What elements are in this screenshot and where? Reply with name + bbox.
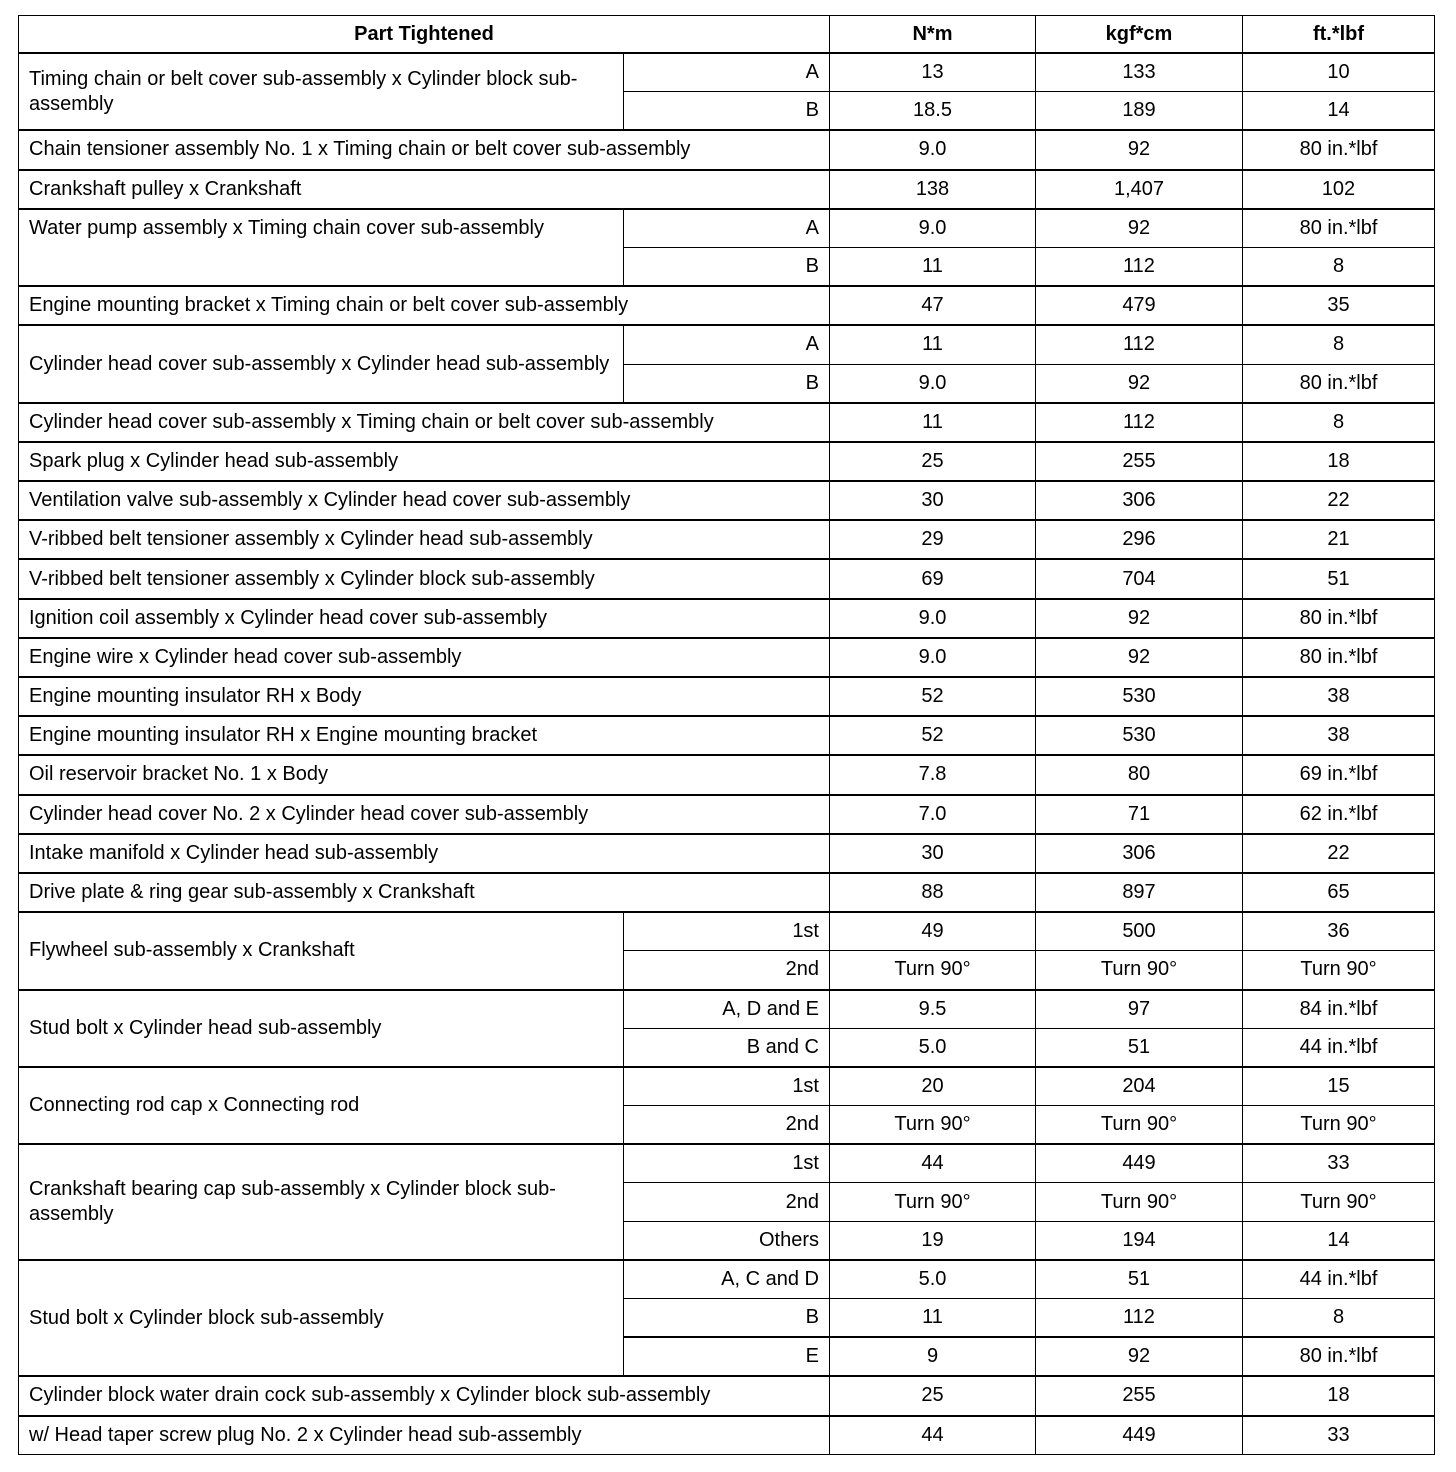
kgf-cm-cell: 71 — [1036, 795, 1243, 834]
kgf-cm-cell: 1,407 — [1036, 170, 1243, 209]
ft-lbf-cell: 80 in.*lbf — [1243, 1337, 1435, 1376]
table-row — [19, 1144, 1435, 1183]
part-name-cell: V-ribbed belt tensioner assembly x Cylinder head sub-assembly — [19, 520, 830, 559]
bolt-label-cell: E — [624, 1337, 830, 1376]
table-row — [19, 1416, 1435, 1455]
header-part-tightened: Part Tightened — [19, 16, 830, 54]
ft-lbf-cell: 36 — [1243, 912, 1435, 951]
table-row — [19, 638, 1435, 677]
nm-cell: 7.8 — [830, 755, 1036, 794]
nm-cell: 9 — [830, 1337, 1036, 1376]
kgf-cm-cell: 189 — [1036, 92, 1243, 131]
nm-cell: 11 — [830, 1299, 1036, 1338]
kgf-cm-cell: 296 — [1036, 520, 1243, 559]
table-row — [19, 53, 1435, 92]
ft-lbf-cell: 80 in.*lbf — [1243, 364, 1435, 403]
table-row — [19, 559, 1435, 598]
table-row — [19, 912, 1435, 951]
part-name-cell: Cylinder head cover No. 2 x Cylinder head cover sub-assembly — [19, 795, 830, 834]
bolt-label-cell: B — [624, 247, 830, 286]
table-row — [19, 481, 1435, 520]
nm-cell: 88 — [830, 873, 1036, 912]
ft-lbf-cell: 22 — [1243, 481, 1435, 520]
nm-cell: 9.0 — [830, 599, 1036, 638]
part-name-cell: Flywheel sub-assembly x Crankshaft — [19, 912, 624, 989]
ft-lbf-cell: 80 in.*lbf — [1243, 638, 1435, 677]
nm-cell: 11 — [830, 247, 1036, 286]
bolt-label-cell: B and C — [624, 1028, 830, 1067]
ft-lbf-cell: 15 — [1243, 1067, 1435, 1106]
part-name-cell: Cylinder head cover sub-assembly x Cylinder head sub-assembly — [19, 325, 624, 402]
ft-lbf-cell: 38 — [1243, 716, 1435, 755]
nm-cell: Turn 90° — [830, 1106, 1036, 1145]
kgf-cm-cell: 704 — [1036, 559, 1243, 598]
nm-cell: 7.0 — [830, 795, 1036, 834]
kgf-cm-cell: 112 — [1036, 325, 1243, 364]
nm-cell: 13 — [830, 53, 1036, 92]
kgf-cm-cell: 194 — [1036, 1221, 1243, 1260]
nm-cell: 9.0 — [830, 638, 1036, 677]
header-row — [19, 16, 1435, 54]
kgf-cm-cell: 92 — [1036, 209, 1243, 248]
nm-cell: 47 — [830, 286, 1036, 325]
step-label-cell: 2nd — [624, 1106, 830, 1145]
kgf-cm-cell: 306 — [1036, 834, 1243, 873]
nm-cell: 138 — [830, 170, 1036, 209]
part-name-cell: Crankshaft bearing cap sub-assembly x Cylinder block sub-assembly — [19, 1144, 624, 1260]
step-label-cell: 1st — [624, 1144, 830, 1183]
table-row — [19, 873, 1435, 912]
table-row — [19, 170, 1435, 209]
ft-lbf-cell: 80 in.*lbf — [1243, 130, 1435, 169]
part-name-cell: Chain tensioner assembly No. 1 x Timing chain or belt cover sub-assembly — [19, 130, 830, 169]
nm-cell: 49 — [830, 912, 1036, 951]
kgf-cm-cell: 255 — [1036, 442, 1243, 481]
kgf-cm-cell: 449 — [1036, 1416, 1243, 1455]
table-row — [19, 1376, 1435, 1415]
nm-cell: 29 — [830, 520, 1036, 559]
nm-cell: Turn 90° — [830, 951, 1036, 990]
part-name-cell: Oil reservoir bracket No. 1 x Body — [19, 755, 830, 794]
ft-lbf-cell: Turn 90° — [1243, 1106, 1435, 1145]
step-label-cell: 1st — [624, 1067, 830, 1106]
kgf-cm-cell: 306 — [1036, 481, 1243, 520]
part-name-cell: Engine mounting insulator RH x Body — [19, 677, 830, 716]
table-row — [19, 716, 1435, 755]
kgf-cm-cell: 92 — [1036, 364, 1243, 403]
nm-cell: 18.5 — [830, 92, 1036, 131]
ft-lbf-cell: Turn 90° — [1243, 1183, 1435, 1221]
header-ft-lbf: ft.*lbf — [1243, 16, 1435, 54]
nm-cell: 9.0 — [830, 209, 1036, 248]
ft-lbf-cell: 8 — [1243, 1299, 1435, 1338]
bolt-label-cell: A, D and E — [624, 990, 830, 1029]
kgf-cm-cell: 500 — [1036, 912, 1243, 951]
header-kgf-cm: kgf*cm — [1036, 16, 1243, 54]
nm-cell: 5.0 — [830, 1028, 1036, 1067]
nm-cell: 20 — [830, 1067, 1036, 1106]
ft-lbf-cell: Turn 90° — [1243, 951, 1435, 990]
part-name-cell: Intake manifold x Cylinder head sub-assembly — [19, 834, 830, 873]
kgf-cm-cell: 51 — [1036, 1260, 1243, 1299]
table-row — [19, 677, 1435, 716]
kgf-cm-cell: 133 — [1036, 53, 1243, 92]
nm-cell: 9.0 — [830, 130, 1036, 169]
part-name-cell: Stud bolt x Cylinder block sub-assembly — [19, 1260, 624, 1377]
ft-lbf-cell: 33 — [1243, 1416, 1435, 1455]
table-row — [19, 520, 1435, 559]
ft-lbf-cell: 62 in.*lbf — [1243, 795, 1435, 834]
kgf-cm-cell: 80 — [1036, 755, 1243, 794]
part-name-cell: Engine wire x Cylinder head cover sub-assembly — [19, 638, 830, 677]
nm-cell: 69 — [830, 559, 1036, 598]
part-name-cell: Crankshaft pulley x Crankshaft — [19, 170, 830, 209]
step-label-cell: 2nd — [624, 1183, 830, 1221]
table-row — [19, 1260, 1435, 1299]
nm-cell: 9.0 — [830, 364, 1036, 403]
part-name-cell: Stud bolt x Cylinder head sub-assembly — [19, 990, 624, 1067]
step-label-cell: Others — [624, 1221, 830, 1260]
table-row — [19, 834, 1435, 873]
table-row — [19, 755, 1435, 794]
nm-cell: 52 — [830, 677, 1036, 716]
nm-cell: 30 — [830, 834, 1036, 873]
kgf-cm-cell: 112 — [1036, 403, 1243, 442]
nm-cell: 30 — [830, 481, 1036, 520]
nm-cell: 9.5 — [830, 990, 1036, 1029]
kgf-cm-cell: 112 — [1036, 247, 1243, 286]
nm-cell: 11 — [830, 325, 1036, 364]
table-row — [19, 990, 1435, 1029]
kgf-cm-cell: 92 — [1036, 1337, 1243, 1376]
torque-specification-table — [18, 15, 1435, 1455]
bolt-label-cell: A — [624, 53, 830, 92]
kgf-cm-cell: Turn 90° — [1036, 951, 1243, 990]
ft-lbf-cell: 10 — [1243, 53, 1435, 92]
kgf-cm-cell: Turn 90° — [1036, 1106, 1243, 1145]
kgf-cm-cell: 479 — [1036, 286, 1243, 325]
ft-lbf-cell: 80 in.*lbf — [1243, 599, 1435, 638]
ft-lbf-cell: 44 in.*lbf — [1243, 1028, 1435, 1067]
header-nm: N*m — [830, 16, 1036, 54]
part-name-cell: Cylinder head cover sub-assembly x Timing chain or belt cover sub-assembly — [19, 403, 830, 442]
kgf-cm-cell: 255 — [1036, 1376, 1243, 1415]
part-name-cell: Engine mounting bracket x Timing chain or belt cover sub-assembly — [19, 286, 830, 325]
bolt-label-cell: B — [624, 92, 830, 131]
ft-lbf-cell: 35 — [1243, 286, 1435, 325]
kgf-cm-cell: 92 — [1036, 130, 1243, 169]
bolt-label-cell: B — [624, 1299, 830, 1338]
kgf-cm-cell: 51 — [1036, 1028, 1243, 1067]
part-name-cell: Ignition coil assembly x Cylinder head cover sub-assembly — [19, 599, 830, 638]
kgf-cm-cell: 112 — [1036, 1299, 1243, 1338]
ft-lbf-cell: 65 — [1243, 873, 1435, 912]
kgf-cm-cell: 204 — [1036, 1067, 1243, 1106]
table-row — [19, 325, 1435, 364]
ft-lbf-cell: 8 — [1243, 247, 1435, 286]
kgf-cm-cell: 92 — [1036, 599, 1243, 638]
ft-lbf-cell: 14 — [1243, 92, 1435, 131]
nm-cell: Turn 90° — [830, 1183, 1036, 1221]
ft-lbf-cell: 38 — [1243, 677, 1435, 716]
ft-lbf-cell: 80 in.*lbf — [1243, 209, 1435, 248]
table-row — [19, 209, 1435, 248]
part-name-cell: Spark plug x Cylinder head sub-assembly — [19, 442, 830, 481]
part-name-cell: Engine mounting insulator RH x Engine mounting bracket — [19, 716, 830, 755]
kgf-cm-cell: 530 — [1036, 677, 1243, 716]
table-row — [19, 1067, 1435, 1106]
kgf-cm-cell: 530 — [1036, 716, 1243, 755]
part-name-cell: w/ Head taper screw plug No. 2 x Cylinder head sub-assembly — [19, 1416, 830, 1455]
kgf-cm-cell: 92 — [1036, 638, 1243, 677]
part-name-cell: Ventilation valve sub-assembly x Cylinder head cover sub-assembly — [19, 481, 830, 520]
nm-cell: 19 — [830, 1221, 1036, 1260]
part-name-cell: Water pump assembly x Timing chain cover sub-assembly — [19, 209, 624, 286]
ft-lbf-cell: 22 — [1243, 834, 1435, 873]
ft-lbf-cell: 8 — [1243, 325, 1435, 364]
ft-lbf-cell: 44 in.*lbf — [1243, 1260, 1435, 1299]
part-name-cell: Cylinder block water drain cock sub-assembly x Cylinder block sub-assembly — [19, 1376, 830, 1415]
table-row — [19, 130, 1435, 169]
bolt-label-cell: A — [624, 325, 830, 364]
bolt-label-cell: A — [624, 209, 830, 248]
ft-lbf-cell: 33 — [1243, 1144, 1435, 1183]
ft-lbf-cell: 8 — [1243, 403, 1435, 442]
kgf-cm-cell: Turn 90° — [1036, 1183, 1243, 1221]
part-name-cell: Timing chain or belt cover sub-assembly x Cylinder block sub-assembly — [19, 53, 624, 130]
nm-cell: 44 — [830, 1144, 1036, 1183]
kgf-cm-cell: 97 — [1036, 990, 1243, 1029]
table-row — [19, 599, 1435, 638]
table-row — [19, 286, 1435, 325]
nm-cell: 25 — [830, 1376, 1036, 1415]
part-name-cell: V-ribbed belt tensioner assembly x Cylinder block sub-assembly — [19, 559, 830, 598]
step-label-cell: 2nd — [624, 951, 830, 990]
table-row — [19, 403, 1435, 442]
kgf-cm-cell: 897 — [1036, 873, 1243, 912]
nm-cell: 52 — [830, 716, 1036, 755]
ft-lbf-cell: 51 — [1243, 559, 1435, 598]
ft-lbf-cell: 69 in.*lbf — [1243, 755, 1435, 794]
ft-lbf-cell: 18 — [1243, 1376, 1435, 1415]
ft-lbf-cell: 14 — [1243, 1221, 1435, 1260]
ft-lbf-cell: 21 — [1243, 520, 1435, 559]
nm-cell: 44 — [830, 1416, 1036, 1455]
nm-cell: 5.0 — [830, 1260, 1036, 1299]
ft-lbf-cell: 18 — [1243, 442, 1435, 481]
ft-lbf-cell: 84 in.*lbf — [1243, 990, 1435, 1029]
table-row — [19, 795, 1435, 834]
nm-cell: 11 — [830, 403, 1036, 442]
bolt-label-cell: B — [624, 364, 830, 403]
bolt-label-cell: A, C and D — [624, 1260, 830, 1299]
part-name-cell: Connecting rod cap x Connecting rod — [19, 1067, 624, 1144]
ft-lbf-cell: 102 — [1243, 170, 1435, 209]
nm-cell: 25 — [830, 442, 1036, 481]
kgf-cm-cell: 449 — [1036, 1144, 1243, 1183]
table-row — [19, 442, 1435, 481]
step-label-cell: 1st — [624, 912, 830, 951]
part-name-cell: Drive plate & ring gear sub-assembly x Crankshaft — [19, 873, 830, 912]
